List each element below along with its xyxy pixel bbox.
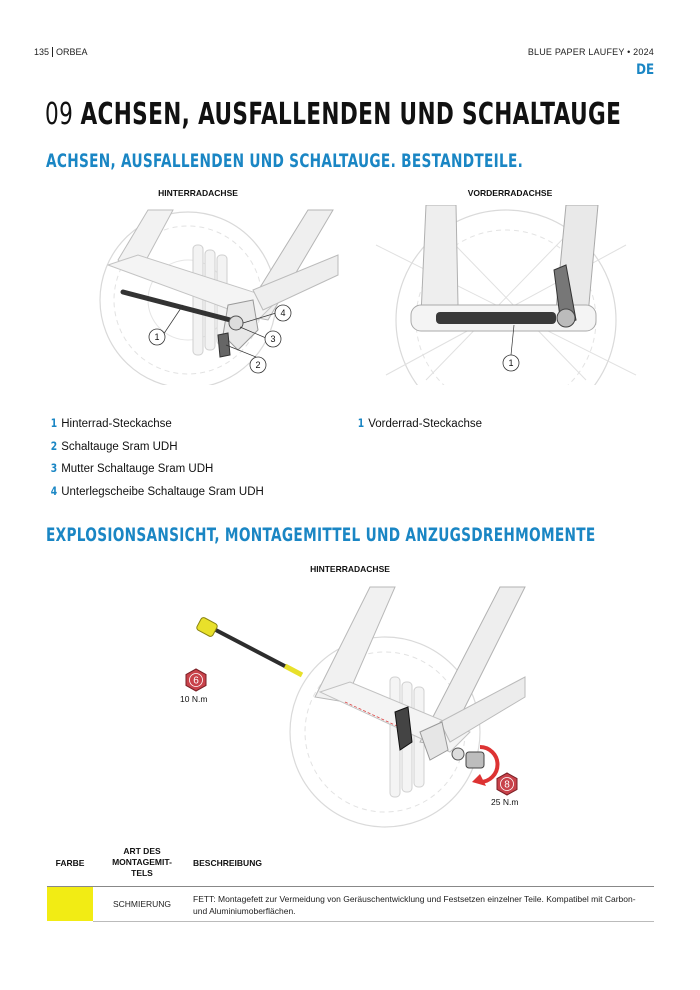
front-callout-1	[503, 355, 519, 371]
svg-text:6: 6	[193, 675, 199, 687]
section-title-text: ACHSEN, AUSFALLENDEN UND SCHALTAUGE	[80, 97, 622, 132]
document-title: BLUE PAPER LAUFEY • 2024	[527, 47, 654, 57]
rear-callout-3	[265, 331, 281, 347]
front-axle-illustration	[366, 205, 648, 385]
torque-icon	[185, 668, 207, 692]
torque-icon	[496, 772, 518, 796]
exploded-heading: EXPLOSIONSANSICHT, MONTAGEMITTEL UND ANZUGSDREHMOMENTE	[46, 524, 596, 546]
table-cell-type: SCHMIERUNG	[112, 899, 172, 909]
svg-text:4: 4	[280, 308, 286, 318]
front-parts-list	[357, 412, 482, 435]
list-item: 1 Hinterrad-Steckachse	[50, 416, 172, 430]
svg-text:2: 2	[255, 360, 261, 370]
section-number: 09	[45, 97, 74, 132]
exploded-illustration	[180, 582, 530, 837]
exploded-caption: HINTERRADACHSE	[310, 564, 390, 574]
list-item: 2 Schaltauge Sram UDH	[50, 438, 178, 453]
brand-name: ORBEA	[56, 47, 88, 57]
svg-text:8: 8	[504, 779, 510, 791]
table-cell-description: FETT: Montagefett zur Vermeidung von Geräuschentwicklung und Festsetzen einzelner Teile. Kompatibel mit Carbon- und Aluminiumoberflächen.	[193, 894, 636, 916]
rear-callout-1	[149, 329, 165, 345]
table-divider	[47, 886, 654, 887]
rear-callout-2	[250, 357, 266, 373]
svg-text:1: 1	[508, 358, 514, 368]
list-item: 1 Vorderrad-Steckachse	[357, 416, 482, 430]
components-heading: ACHSEN, AUSFALLENDEN UND SCHALTAUGE. BESTANDTEILE.	[46, 150, 524, 172]
rear-parts-list	[50, 412, 264, 502]
table-header-type: ART DES MONTAGEMIT- TELS	[112, 846, 172, 878]
grease-color-swatch	[47, 887, 93, 921]
svg-text:3: 3	[270, 334, 276, 344]
table-header-description: BESCHREIBUNG	[193, 858, 262, 868]
table-divider	[93, 921, 654, 922]
rear-axle-caption: HINTERRADACHSE	[158, 188, 238, 198]
svg-text:1: 1	[154, 332, 160, 342]
list-item: 3 Mutter Schaltauge Sram UDH	[50, 461, 214, 475]
list-item: 4 Unterlegscheibe Schaltauge Sram UDH	[50, 483, 264, 498]
table-header-color: FARBE	[55, 858, 85, 868]
rear-callout-4	[275, 305, 291, 321]
page-header-left	[34, 47, 88, 57]
section-title	[45, 97, 621, 132]
torque-badge-6	[185, 668, 207, 697]
torque-value-8: 25 N.m	[491, 797, 519, 807]
language-code: DE	[635, 62, 654, 78]
torque-value-6: 10 N.m	[180, 694, 208, 704]
page-number: 135	[34, 47, 53, 57]
front-axle-caption: VORDERRADACHSE	[467, 188, 553, 198]
rear-axle-illustration	[78, 205, 348, 385]
